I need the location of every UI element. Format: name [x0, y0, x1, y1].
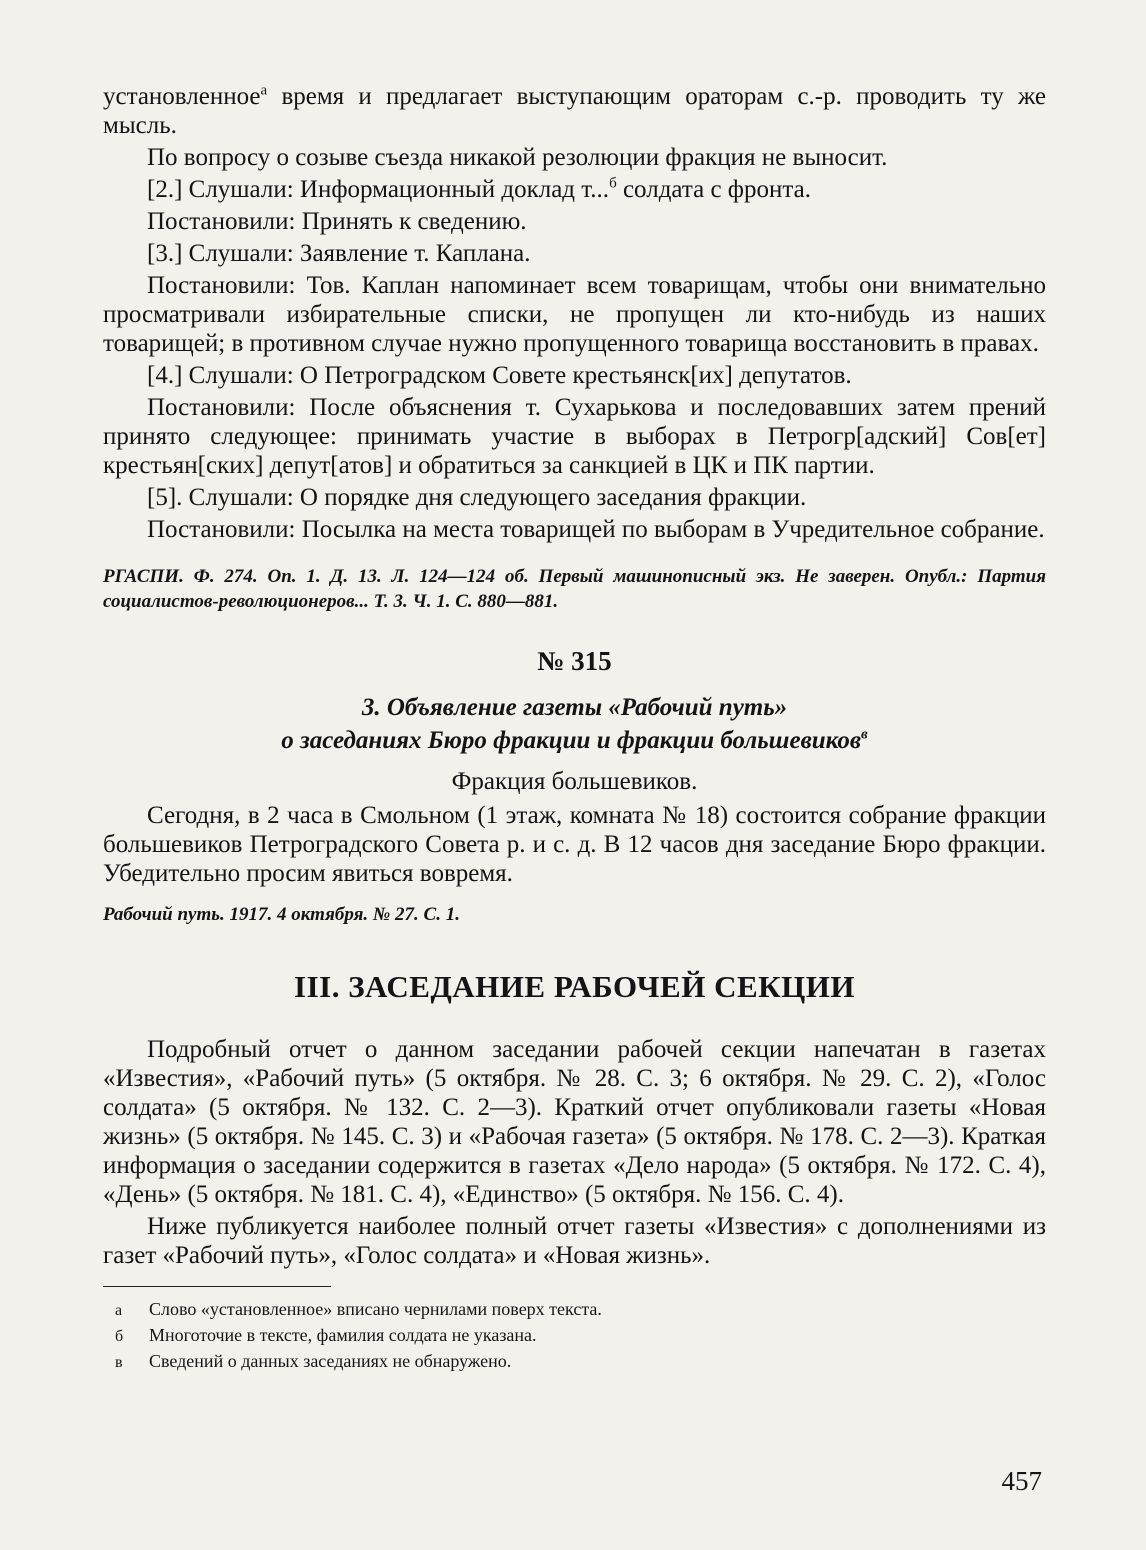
source-citation: РГАСПИ. Ф. 274. Оп. 1. Д. 13. Л. 124—124 об. Первый машинописный экз. Не заверен. Опубл.: Партия социалистов-революционеров... Т. 3. Ч. 1. С. 880—881. [103, 566, 1046, 612]
footnote: в Сведений о данных заседаниях не обнаружено. [115, 1351, 512, 1371]
minutes-paragraph: Постановили: Посылка на места товарищей по выборам в Учредительное собрание. [147, 516, 1045, 543]
section-title: III. ЗАСЕДАНИЕ РАБОЧЕЙ СЕКЦИИ [294, 969, 855, 1004]
minutes-paragraph: Постановили: Тов. Каплан напоминает всем товарищам, чтобы они внимательно просматривали избирательные списки, не пропущен ли кто-нибудь из наших товарищей; в противном случае нужно пропущенного товарища восстановить в правах. [103, 272, 1046, 357]
section-paragraph-2: Ниже публикуется наиболее полный отчет газеты «Известия» с дополнениями из газет «Рабочий путь», «Голос солдата» и «Новая жизнь». [103, 1213, 1046, 1269]
document-subheading: Фракция большевиков. [451, 768, 698, 795]
document-number: № 315 [537, 646, 612, 676]
minutes-paragraph: [4.] Слушали: О Петроградском Совете крестьянск[их] депутатов. [147, 362, 852, 389]
minutes-paragraph: [3.] Слушали: Заявление т. Каплана. [147, 240, 531, 267]
minutes-paragraph: По вопросу о созыве съезда никакой резолюции фракция не выносит. [147, 144, 888, 171]
document-title-line-1: 3. Объявление газеты «Рабочий путь» [361, 694, 788, 721]
source-citation-2: Рабочий путь. 1917. 4 октября. № 27. С. 1. [103, 904, 460, 925]
footnote-ref: б [609, 175, 617, 192]
minutes-paragraph: установленное$^а$ время и предлагает выступающим ораторам с.-р. проводить ту же мысль. [103, 82, 1046, 139]
footnote: б Многоточие в тексте, фамилия солдата не указана. [115, 1325, 537, 1345]
document-title-line-2: о заседаниях Бюро фракции и фракции большевиков$^в$ [281, 726, 868, 754]
page-content [103, 82, 1046, 1375]
minutes-paragraph: Постановили: Принять к сведению. [147, 208, 527, 235]
page-number: 457 [1001, 1466, 1042, 1496]
footnote-ref: в [861, 726, 868, 743]
minutes-text [103, 82, 1046, 544]
footnote-divider [103, 1286, 331, 1287]
minutes-paragraph: Постановили: После объяснения т. Сухарькова и последовавших затем прений принято следующее: принимать участие в выборах в Петрогр[адский] Сов[ет] крестьян[ских] депут[атов] и обратиться за санкцией в ЦК и ПК партии. [103, 394, 1046, 479]
minutes-paragraph: [5]. Слушали: О порядке дня следующего заседания фракции. [147, 484, 807, 511]
minutes-paragraph: [2.] Слушали: Информационный доклад т...$^б$ солдата с фронта. [147, 175, 811, 203]
section-paragraph-1: Подробный отчет о данном заседании рабочей секции напечатан в газетах «Известия», «Рабочий путь» (5 октября. № 28. С. 3; 6 октября. № 29. С. 2), «Голос солдата» (5 октября. № 132. С. 2—3). Краткий отчет опубликовали газеты «Новая жизнь» (5 октября. № 145. С. 3) и «Рабочая газета» (5 октября. № 178. С. 2—3). Краткая информация о заседании содержится в газетах «Дело народа» (5 октября. № 172. С. 4), «День» (5 октября. № 181. С. 4), «Единство» (5 октября. № 156. С. 4). [103, 1036, 1046, 1208]
footnote-ref: а [260, 82, 268, 99]
footnotes [103, 1297, 1046, 1375]
footnote: а Слово «установленное» вписано чернилами поверх текста. [115, 1299, 602, 1319]
document-body: Сегодня, в 2 часа в Смольном (1 этаж, комната № 18) состоится собрание фракции большевиков Петроградского Совета р. и с. д. В 12 часов дня заседание Бюро фракции. Убедительно просим явиться вовремя. [103, 802, 1046, 887]
